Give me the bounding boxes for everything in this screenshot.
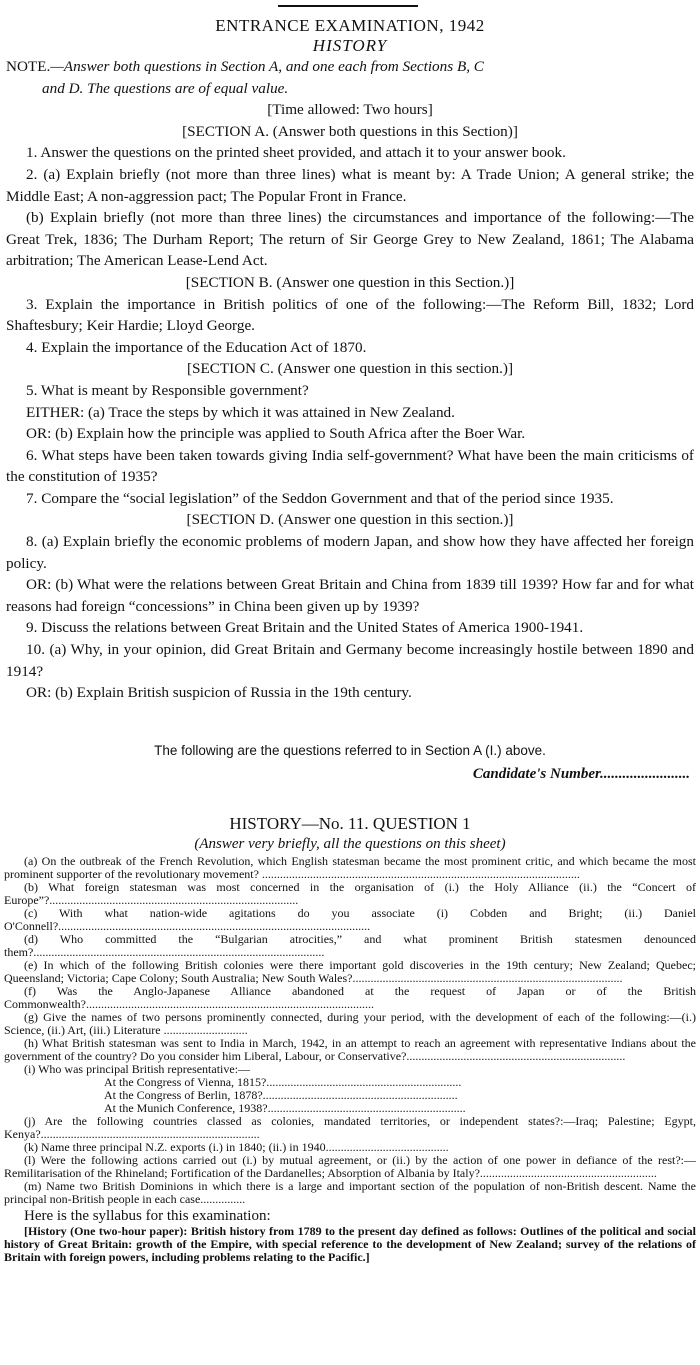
question-6: 6. What steps have been taken towards giving India self-government? What have been the main criticisms of the constitution of 1935? [6, 446, 694, 486]
sheet-question-i-2: At the Congress of Berlin, 1878?................................................................. [104, 1088, 458, 1102]
sheet-question-c: (c) With what nation-wide agitations do you associate (i) Cobden and Bright; (ii.) Daniel O'Connell?........................................................................................................ [4, 906, 696, 933]
question-5b: OR: (b) Explain how the principle was applied to South Africa after the Boer War. [26, 425, 526, 443]
sheet-question-h: (h) What British statesman was sent to India in March, 1942, in an attempt to reach an agreement with representative Indians about the government of the country? Do you consider him Liberal, Labour, or Conservative?......................................................................... [4, 1036, 696, 1063]
question-2b: (b) Explain briefly (not more than three lines) the circumstances and importance of the following:—The Great Trek, 1836; The Durham Report; The return of Sir George Grey to New Zealand, 1861; The Alabama arbitration; The American Lease-Lend Act. [6, 209, 694, 270]
question-5a: EITHER: (a) Trace the steps by which it was attained in New Zealand. [26, 403, 455, 421]
sheet-questions [4, 855, 696, 1264]
sheet-reference: The following are the questions referred to in Section A (I.) above. [154, 743, 546, 758]
note-text-2: and D. The questions are of equal value. [42, 79, 289, 97]
question-5: 5. What is meant by Responsible government? [26, 381, 309, 399]
sheet-question-d: (d) Who committed the “Bulgarian atrocities,” and what prominent British statesmen denounced them?................................................................................................. [4, 932, 696, 959]
section-b-heading: [SECTION B. (Answer one question in this Section.)] [185, 273, 515, 291]
syllabus-title: Here is the syllabus for this examination: [24, 1208, 271, 1224]
question-8b: OR: (b) What were the relations between Great Britain and China from 1839 till 1939? How far and for what reasons had foreign “concessions” in China been given up by 1939? [6, 576, 694, 615]
sheet-question-i: (i) Who was principal British representative:— [24, 1062, 251, 1076]
sheet-question-i-3: At the Munich Conference, 1938?.................................................................. [104, 1101, 466, 1115]
question-7: 7. Compare the “social legislation” of the Seddon Government and that of the period since 1935. [26, 489, 614, 507]
question-1: 1. Answer the questions on the printed sheet provided, and attach it to your answer book. [26, 144, 566, 162]
question-9: 9. Discuss the relations between Great Britain and the United States of America 1900-1941. [26, 619, 584, 637]
sheet-question-g: (g) Give the names of two persons prominently connected, during your period, with the development of each of the following:—(i.) Science, (ii.) Art, (iii.) Literature ............................ [4, 1010, 696, 1037]
question-4: 4. Explain the importance of the Education Act of 1870. [26, 338, 367, 356]
question-10b: OR: (b) Explain British suspicion of Russia in the 19th century. [26, 684, 412, 702]
section-d-heading: [SECTION D. (Answer one question in this section.)] [186, 511, 514, 529]
candidate-number: Candidate's Number........................ [472, 766, 690, 782]
sheet-question-e: (e) In which of the following British colonies were there important gold discoveries in the 19th century; New Zealand; Quebec; Queensland; Victoria; Cape Colony; South Australia; New South Wales?.......................................................................................... [4, 958, 696, 985]
exam-title: ENTRANCE EXAMINATION, 1942 [215, 16, 485, 35]
question-8a: 8. (a) Explain briefly the economic problems of modern Japan, and show how they have affected her foreign policy. [6, 533, 694, 572]
time-allowed: [Time allowed: Two hours] [267, 101, 433, 119]
question-3: 3. Explain the importance in British politics of one of the following:—The Reform Bill, 1832; Lord Shaftesbury; Keir Hardie; Lloyd George. [6, 295, 694, 335]
question-10a: 10. (a) Why, in your opinion, did Great Britain and Germany become increasingly hostile between 1890 and 1914? [6, 641, 694, 680]
sheet-question-i-1: At the Congress of Vienna, 1815?................................................................. [104, 1075, 462, 1089]
question-2a: 2. (a) Explain briefly (not more than three lines) what is meant by: A Trade Union; A general strike; the Middle East; A non-aggression pact; The Popular Front in France. [6, 165, 694, 205]
section-a-heading: [SECTION A. (Answer both questions in this Section)] [182, 122, 518, 140]
sheet-question-m: (m) Name two British Dominions in which there is a large and important section of the population of non-British descent. Name the principal non-British people in each case............... [4, 1179, 696, 1206]
note-text-1: —Answer both questions in Section A, and one each from Sections B, C [50, 58, 484, 75]
note-label: NOTE. [6, 58, 51, 75]
sheet-subtitle: (Answer very briefly, all the questions on this sheet) [194, 836, 506, 852]
sheet-question-l: (l) Were the following actions carried out (i.) by mutual agreement, or (ii.) by the action of one power in defiance of the rest?:—Remilitarisation of the Rhineland; Fortification of the Dardanelles; Absorption of Albania by Italy?........................................................... [4, 1153, 696, 1180]
sheet-question-k: (k) Name three principal N.Z. exports (i.) in 1840; (ii.) in 1940......................................... [24, 1140, 449, 1154]
syllabus-text: [History (One two-hour paper): British history from 1789 to the present day defined as follows: Outlines of the political and social history of Great Britain: growth of the Empire, with special reference to the development of New Zealand; survey of the relations of Britain with foreign powers, including problems relating to the Pacific.] [4, 1224, 696, 1264]
sheet-title: HISTORY—No. 11. QUESTION 1 [229, 814, 471, 833]
note-line [6, 56, 694, 78]
exam-subject: HISTORY [312, 36, 388, 55]
top-rule [278, 5, 418, 7]
sheet-question-f: (f) Was the Anglo-Japanese Alliance abandoned at the request of Japan or of the British Commonwealth?................................................................................................ [4, 984, 696, 1011]
note-line-2 [6, 78, 694, 100]
exam-questions [6, 56, 694, 704]
sheet-question-b: (b) What foreign statesman was most concerned in the organisation of (i.) the Holy Alliance (ii.) the “Concert of Europe”?................................................................................... [4, 880, 696, 907]
sheet-question-a: (a) On the outbreak of the French Revolution, which English statesman became the most prominent critic, and which became the most prominent supporter of the revolutionary movement? .......................................................................................................... [4, 854, 696, 881]
sheet-question-j: (j) Are the following countries classed as colonies, mandated territories, or independent states?:—Iraq; Palestine; Egypt, Kenya?......................................................................... [4, 1114, 696, 1141]
section-c-heading: [SECTION C. (Answer one question in this section.)] [186, 360, 514, 378]
